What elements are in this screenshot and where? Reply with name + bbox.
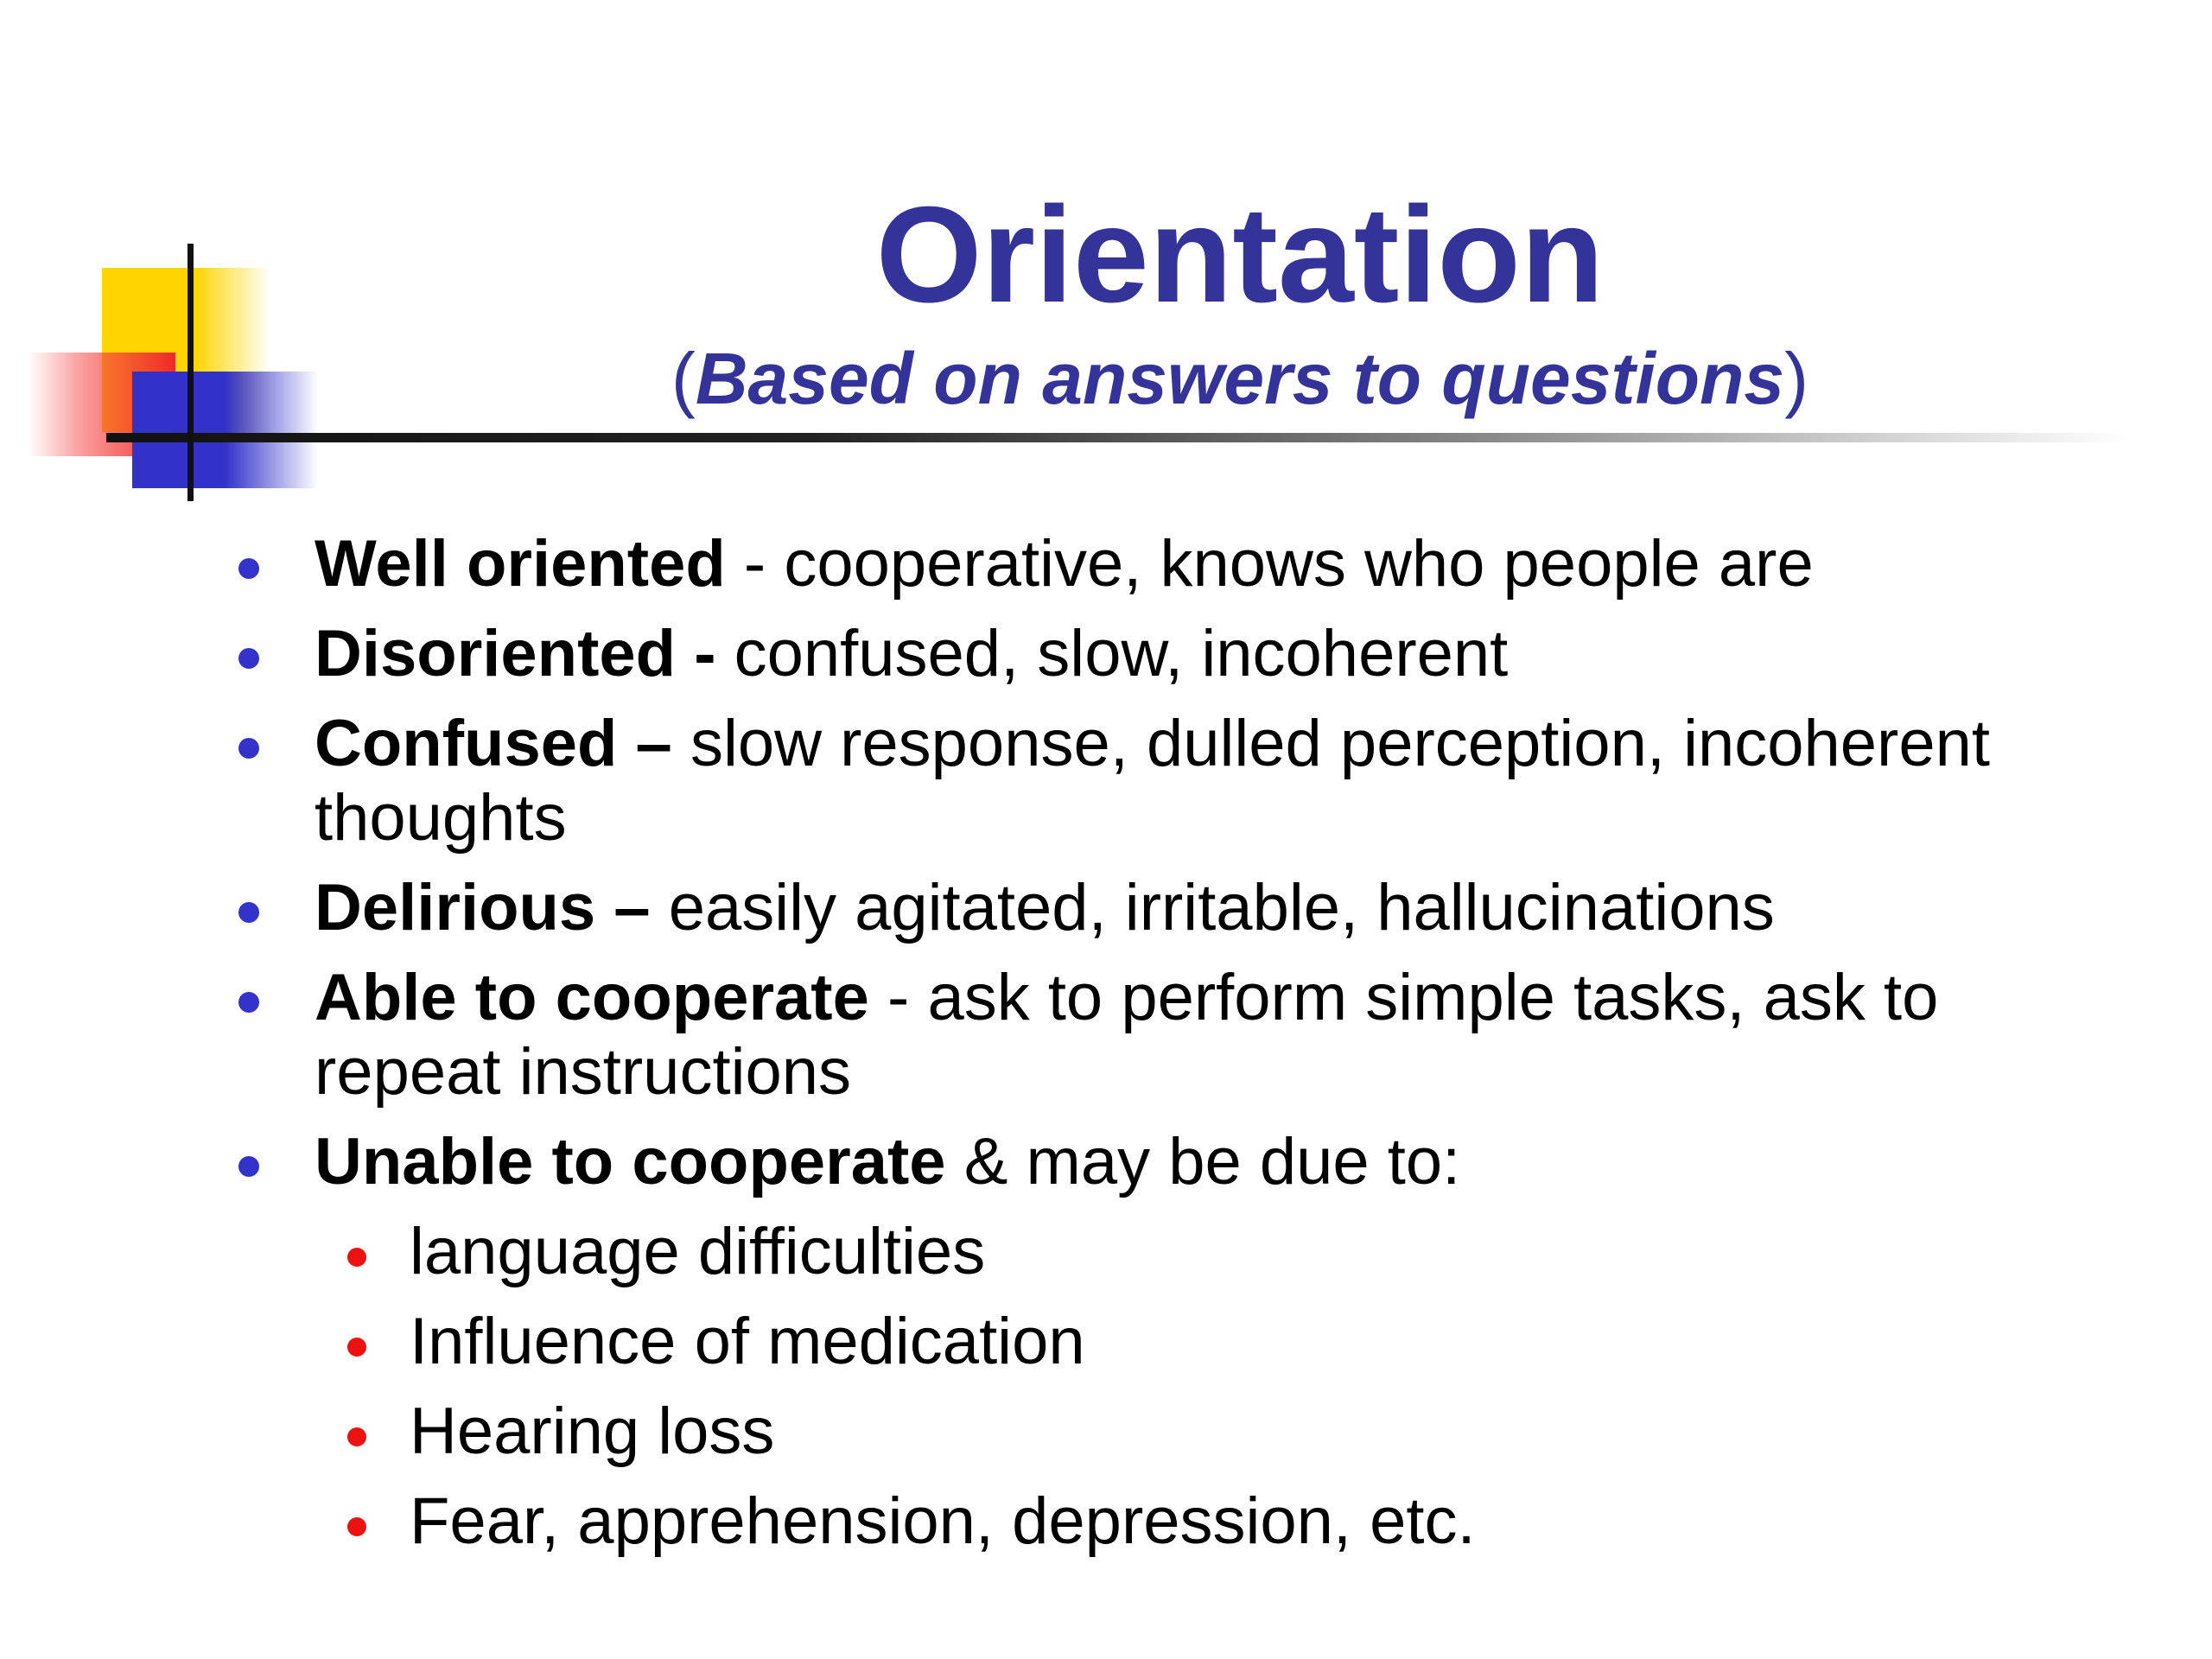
bullet-description: slow response, dulled perception, incoherent thoughts [315, 707, 1990, 855]
bullet-item [233, 961, 2091, 1109]
bullet-description: ask to perform simple tasks, ask to repeat instructions [315, 961, 1939, 1109]
bullet-separator: - [725, 527, 785, 601]
sub-bullet-item: Influence of medication [410, 1305, 2091, 1379]
bullet-item [233, 871, 2091, 945]
subtitle-open-paren: ( [671, 338, 696, 419]
decoration-horizontal-rule [106, 433, 2128, 442]
bullet-description: easily agitated, irritable, hallucinations [668, 871, 1775, 944]
bullet-separator: - [868, 961, 928, 1034]
bullet-term: Able to cooperate [315, 961, 869, 1034]
bullet-separator [946, 1125, 964, 1198]
bullet-list [233, 527, 2091, 1559]
slide-subtitle [536, 335, 1944, 422]
bullet-term: Well oriented [315, 527, 726, 601]
bullet-description: cooperative, knows who people are [784, 527, 1814, 601]
bullet-item [233, 527, 2091, 601]
subtitle-close-paren: ) [1784, 338, 1809, 419]
bullet-term: Unable to cooperate [315, 1125, 946, 1198]
bullet-description: & may be due to: [963, 1125, 1461, 1198]
bullet-description: confused, slow, incoherent [734, 617, 1509, 690]
sub-bullet-item: Hearing loss [410, 1395, 2091, 1469]
slide-body [233, 527, 2091, 1574]
subtitle-text: Based on answers to questions [695, 338, 1785, 419]
sub-bullet-item: language difficulties [410, 1215, 2091, 1289]
bullet-term: Disoriented - [315, 617, 716, 690]
slide-title: Orientation [875, 179, 1605, 331]
bullet-term: Delirious – [315, 871, 651, 944]
bullet-separator [672, 707, 690, 780]
decoration-vertical-rule [188, 244, 194, 501]
bullet-item [233, 707, 2091, 855]
sub-bullet-list [315, 1215, 2091, 1559]
bullet-separator [716, 617, 734, 690]
decoration-blue-square [132, 372, 318, 488]
bullet-term: Confused – [315, 707, 672, 780]
bullet-separator [651, 871, 669, 944]
bullet-item [233, 1125, 2091, 1559]
bullet-item [233, 617, 2091, 691]
sub-bullet-item: Fear, apprehension, depression, etc. [410, 1484, 2091, 1559]
